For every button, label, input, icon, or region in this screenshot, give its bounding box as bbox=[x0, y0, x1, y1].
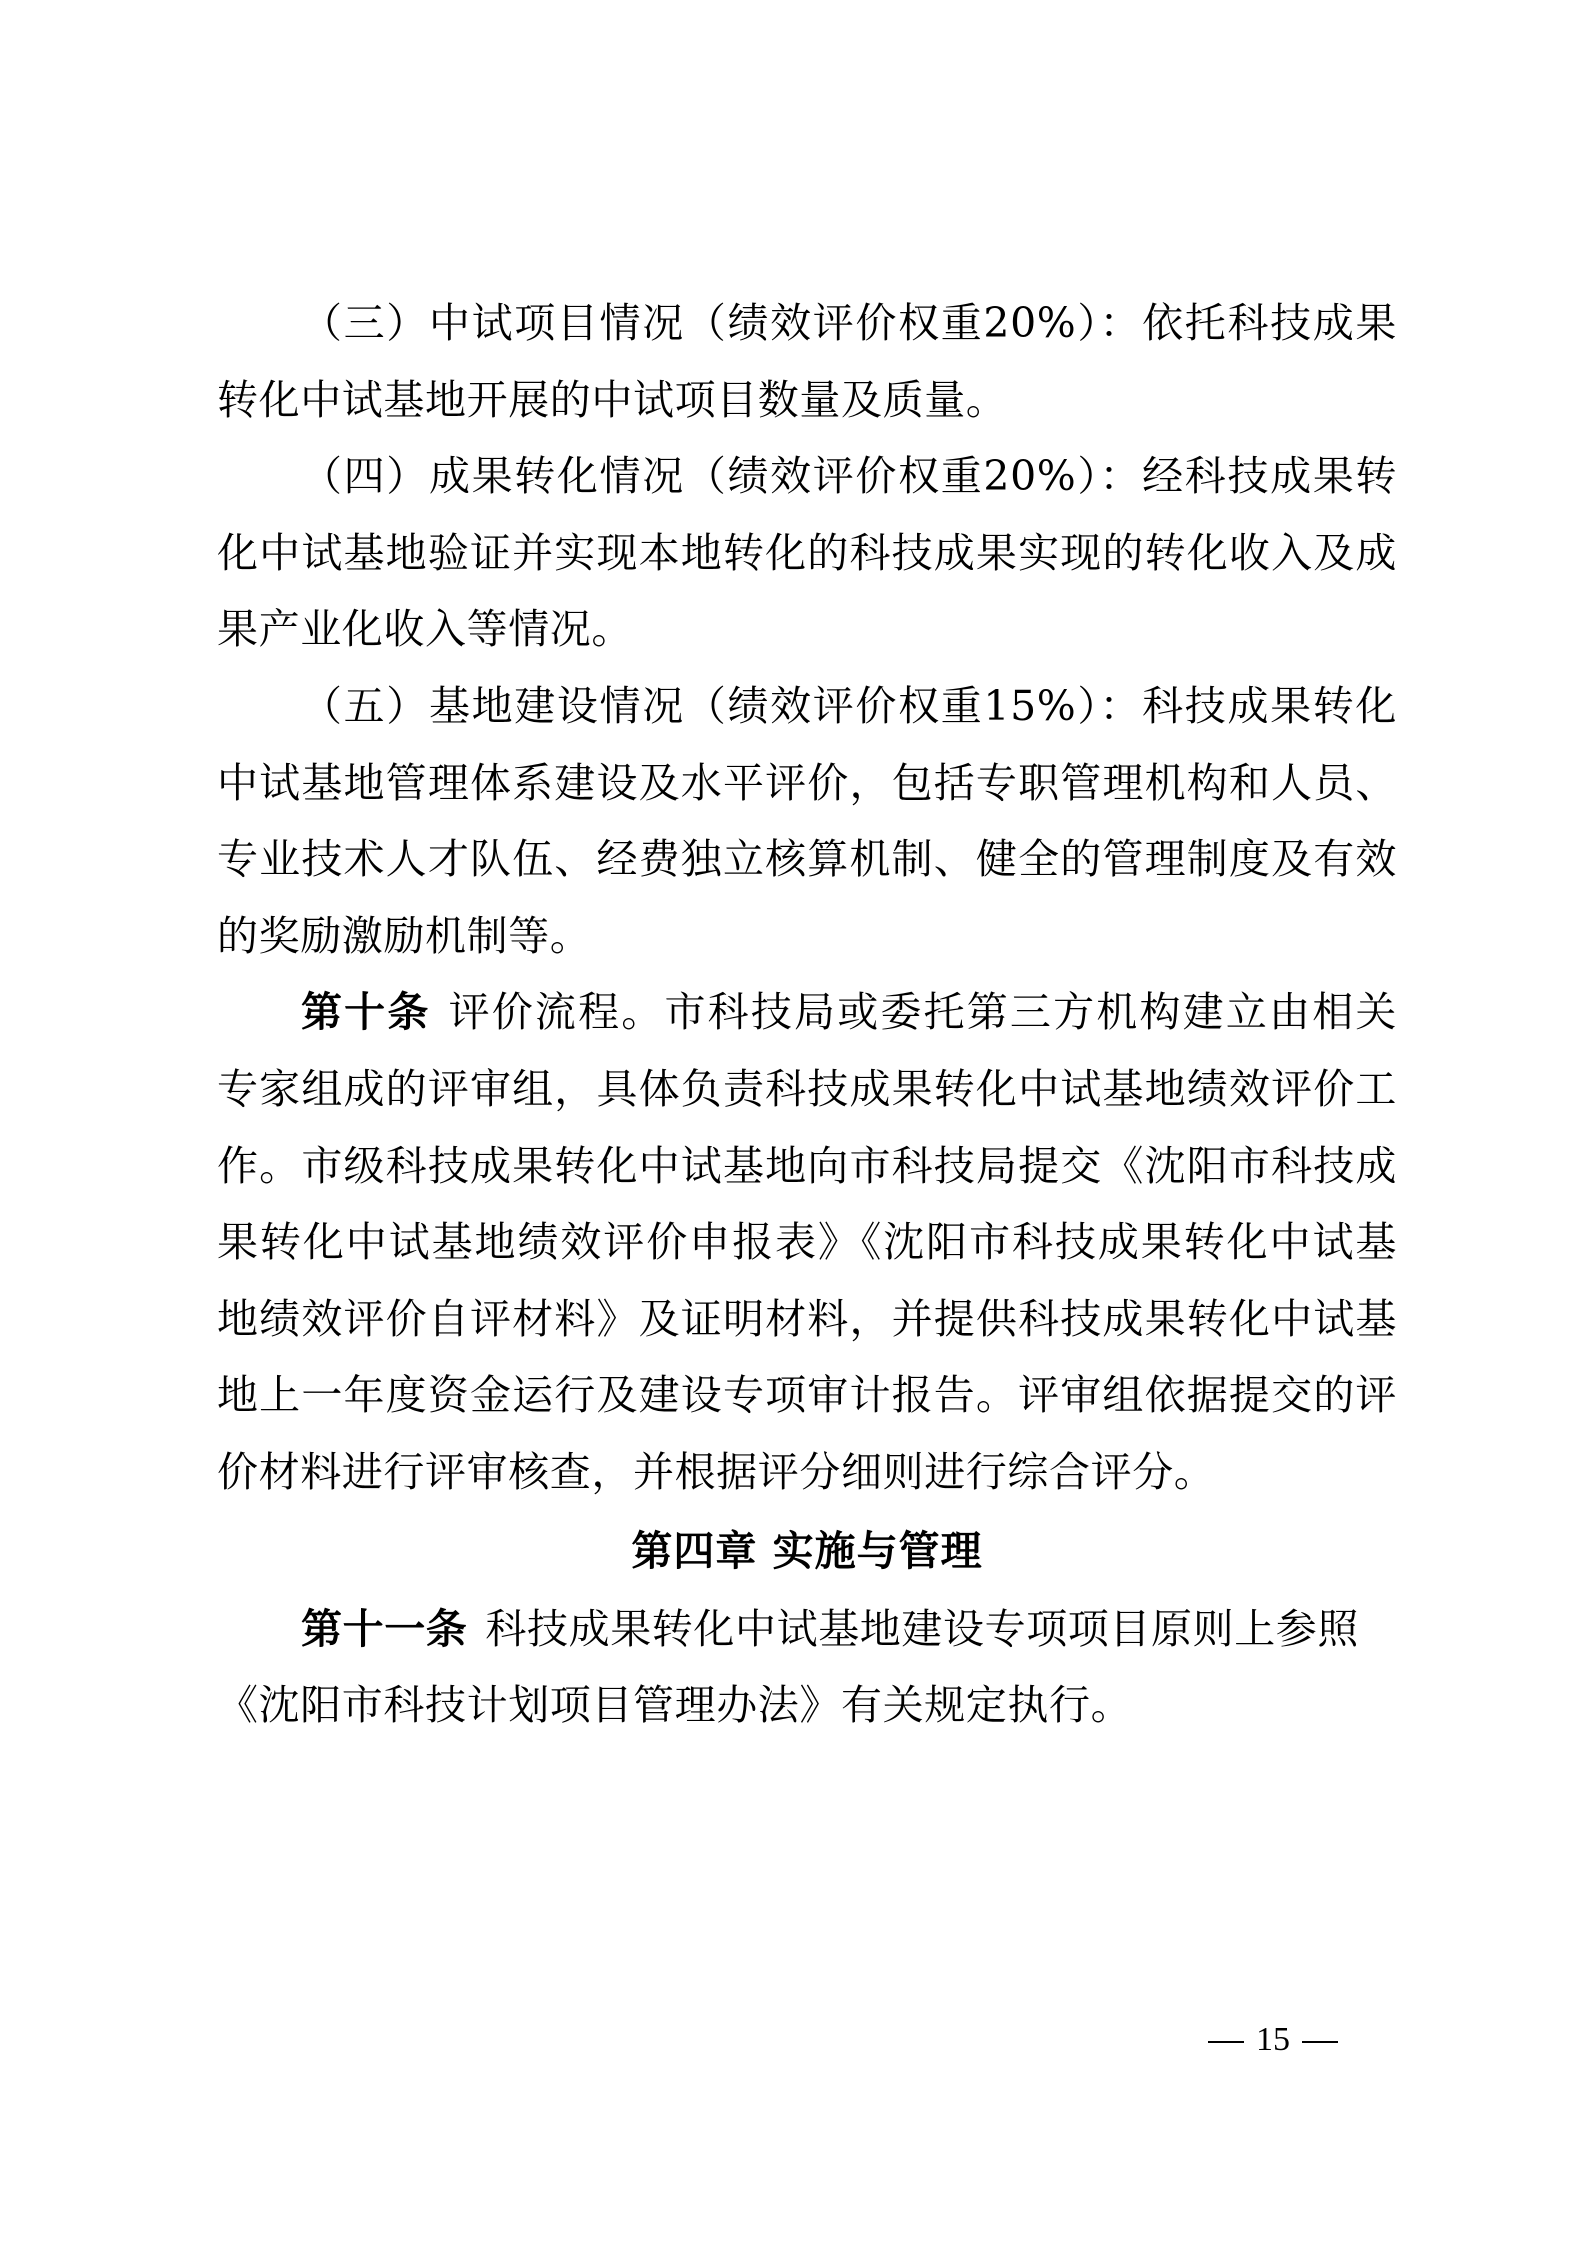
text-line: （四）成果转化情况（绩效评价权重20%）：经科技成果转 bbox=[301, 452, 1397, 501]
chapter-heading: 第四章 实施与管理 bbox=[631, 1526, 983, 1575]
paragraph-item-5 bbox=[217, 668, 1397, 974]
page-number-value: 15 bbox=[1256, 2021, 1290, 2058]
text-line bbox=[217, 1591, 1397, 1668]
article-11 bbox=[217, 1591, 1397, 1744]
article-number: 第十一条 bbox=[301, 1604, 468, 1653]
document-body bbox=[217, 285, 1397, 1744]
text-line: 价材料进行评审核查，并根据评分细则进行综合评分。 bbox=[217, 1447, 1216, 1496]
dash-right bbox=[1302, 2041, 1338, 2043]
text-line: （三）中试项目情况（绩效评价权重20%）：依托科技成果 bbox=[301, 299, 1397, 347]
article-text: 评价流程。市科技局或委托第三方机构建立由相关 bbox=[448, 988, 1397, 1037]
text-line: 专家组成的评审组，具体负责科技成果转化中试基地绩效评价工 bbox=[217, 1064, 1397, 1113]
text-line: 专业技术人才队伍、经费独立核算机制、健全的管理制度及有效 bbox=[217, 835, 1397, 884]
text-line: 果产业化收入等情况。 bbox=[217, 605, 633, 654]
article-10 bbox=[217, 974, 1397, 1510]
text-line: （五）基地建设情况（绩效评价权重15%）：科技成果转化 bbox=[301, 681, 1397, 730]
text-line: 《沈阳市科技计划项目管理办法》有关规定执行。 bbox=[217, 1681, 1133, 1730]
text-line: 地绩效评价自评材料》及证明材料，并提供科技成果转化中试基 bbox=[217, 1294, 1397, 1343]
paragraph-item-3 bbox=[217, 285, 1397, 438]
text-line bbox=[217, 974, 1397, 1051]
text-line: 的奖励激励机制等。 bbox=[217, 911, 592, 960]
article-number: 第十条 bbox=[301, 988, 431, 1037]
text-line: 果转化中试基地绩效评价申报表》《沈阳市科技成果转化中试基 bbox=[217, 1218, 1397, 1267]
page-number bbox=[1196, 2016, 1350, 2064]
text-line: 化中试基地验证并实现本地转化的科技成果实现的转化收入及成 bbox=[217, 528, 1397, 577]
text-line: 作。市级科技成果转化中试基地向市科技局提交《沈阳市科技成 bbox=[217, 1141, 1397, 1190]
text-line: 地上一年度资金运行及建设专项审计报告。评审组依据提交的评 bbox=[217, 1371, 1397, 1420]
paragraph-item-4 bbox=[217, 438, 1397, 668]
text-line: 中试基地管理体系建设及水平评价，包括专职管理机构和人员、 bbox=[217, 758, 1397, 807]
dash-left bbox=[1208, 2041, 1244, 2043]
text-line: 转化中试基地开展的中试项目数量及质量。 bbox=[217, 375, 1008, 424]
article-text: 科技成果转化中试基地建设专项项目原则上参照 bbox=[485, 1604, 1360, 1653]
